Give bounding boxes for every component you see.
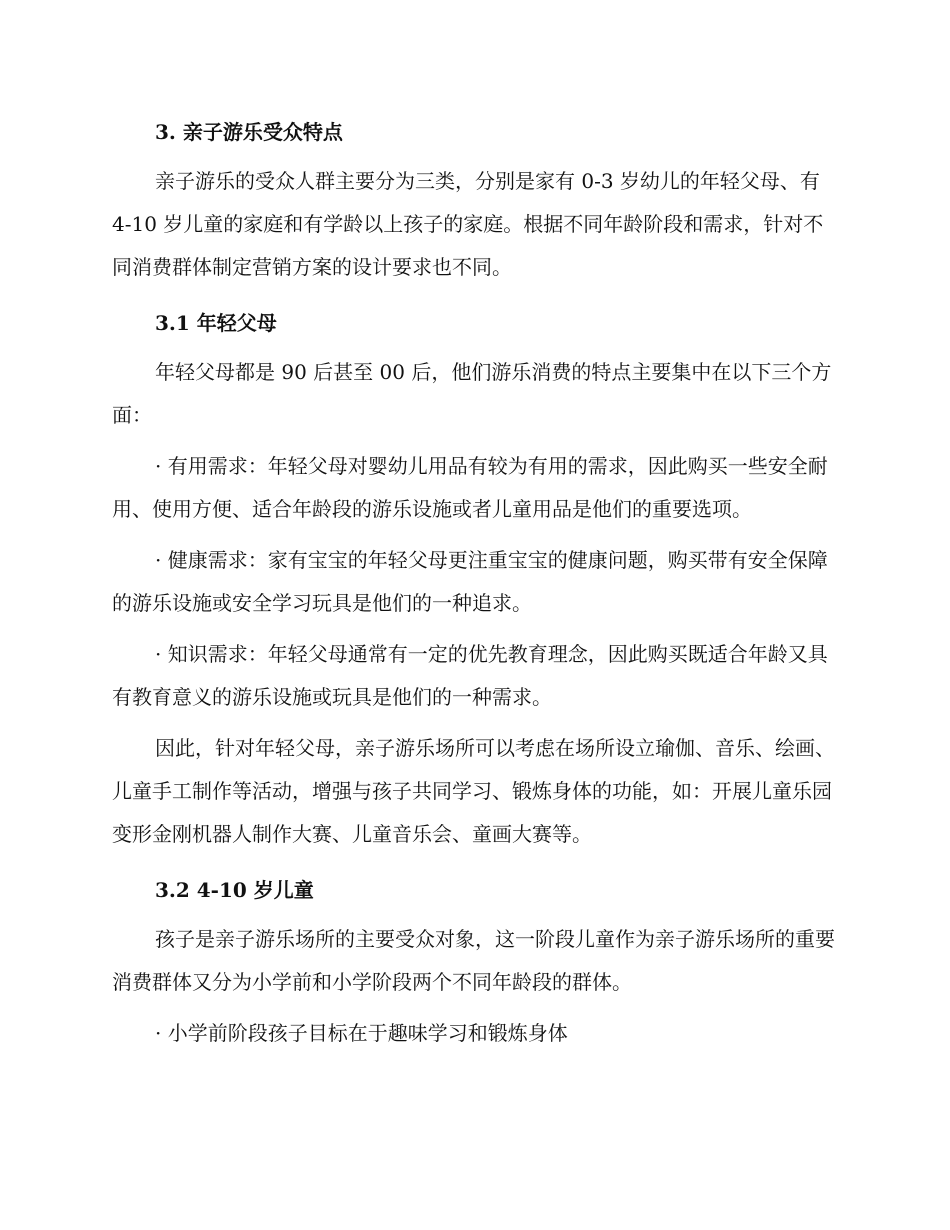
bullet-item: · 小学前阶段孩子目标在于趣味学习和锻炼身体 [155,1021,568,1045]
bullet-item: · 有用需求：年轻父母对婴幼儿用品有较为有用的需求，因此购买一些安全耐用、使用方便、适合年龄段的游乐设施或者儿童用品是他们的重要选项。 [112,454,828,521]
subsection-heading: 3.2 4-10 岁儿童 [155,878,314,902]
paragraph: 年轻父母都是 90 后甚至 00 后，他们游乐消费的特点主要集中在以下三个方面： [112,360,832,427]
section-heading: 3. 亲子游乐受众特点 [155,120,343,144]
paragraph: 因此，针对年轻父母，亲子游乐场所可以考虑在场所设立瑜伽、音乐、绘画、儿童手工制作等活动，增强与孩子共同学习、锻炼身体的功能，如：开展儿童乐园变形金刚机器人制作大赛、儿童音乐会、童画大赛等。 [112,736,835,846]
subsection-heading: 3.1 年轻父母 [155,311,277,335]
bullet-item: · 知识需求：年轻父母通常有一定的优先教育理念，因此购买既适合年龄又具有教育意义的游乐设施或玩具是他们的一种需求。 [112,642,828,709]
paragraph: 亲子游乐的受众人群主要分为三类，分别是家有 0-3 岁幼儿的年轻父母、有 4-10 岁儿童的家庭和有学龄以上孩子的家庭。根据不同年龄阶段和需求，针对不同消费群体制定营销方案的设计要求也不同。 [112,169,824,279]
bullet-item: · 健康需求：家有宝宝的年轻父母更注重宝宝的健康问题，购买带有安全保障的游乐设施或安全学习玩具是他们的一种追求。 [112,548,828,615]
paragraph: 孩子是亲子游乐场所的主要受众对象，这一阶段儿童作为亲子游乐场所的重要消费群体又分为小学前和小学阶段两个不同年龄段的群体。 [112,927,835,994]
